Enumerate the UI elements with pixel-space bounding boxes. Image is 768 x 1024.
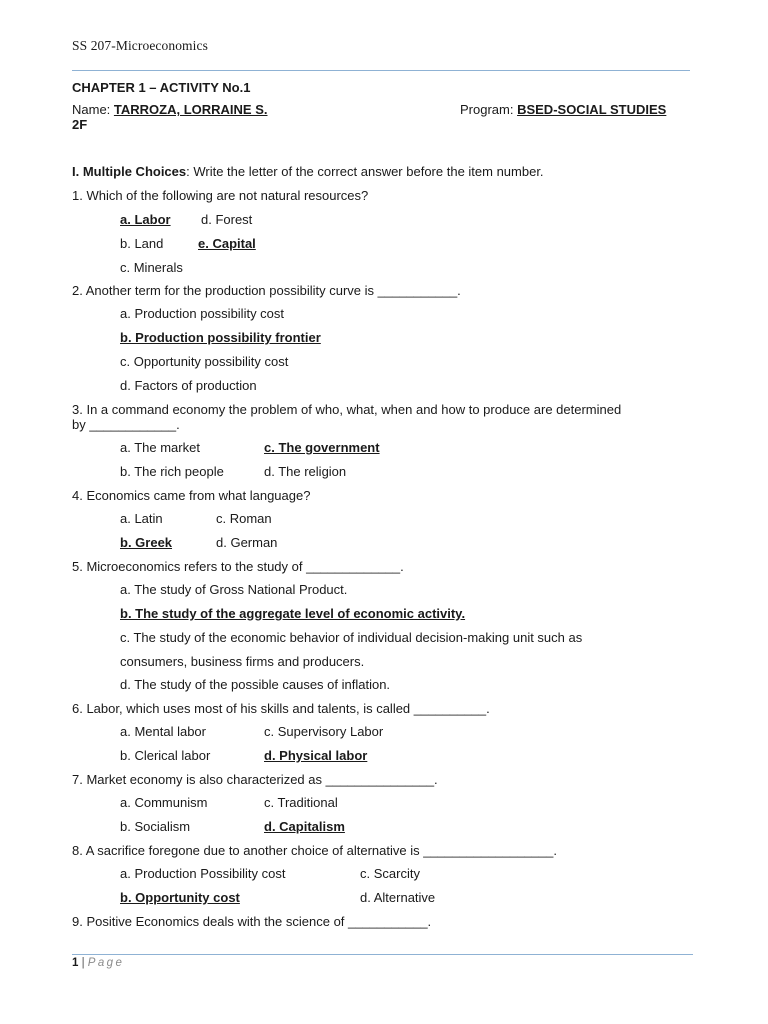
- student-program: [460, 102, 666, 118]
- q6-option-a: a. Mental labor: [120, 724, 206, 739]
- q3-option-a: a. The market: [120, 440, 200, 455]
- course-header: SS 207-Microeconomics: [72, 38, 208, 53]
- q2-option-a: a. Production possibility cost: [120, 306, 285, 321]
- q8-option-d: d. Alternative: [360, 890, 436, 905]
- q7-option-c: c. Traditional: [264, 795, 338, 810]
- q1-option-c: c. Minerals: [120, 260, 183, 275]
- q5-option-a: a. The study of Gross National Product.: [120, 582, 348, 597]
- q6-option-d: d. Physical labor: [264, 748, 368, 763]
- q4-option-b: b. Greek: [120, 535, 173, 550]
- q5-option-c-cont: consumers, business firms and producers.: [120, 654, 365, 669]
- question-3: 3. In a command economy the problem of who, what, when and how to produce are determined: [72, 402, 622, 417]
- q1-option-a: a. Labor: [120, 212, 171, 227]
- q1-option-b: b. Land: [120, 236, 164, 251]
- q1-option-e: e. Capital: [198, 236, 256, 251]
- student-name: [72, 102, 268, 118]
- q3-option-b: b. The rich people: [120, 464, 224, 479]
- q4-option-c: c. Roman: [216, 511, 272, 526]
- question-4: 4. Economics came from what language?: [72, 488, 311, 503]
- q5-option-d: d. The study of the possible causes of inflation.: [120, 677, 391, 692]
- q5-option-c: c. The study of the economic behavior of individual decision-making unit such as: [120, 630, 583, 645]
- q8-option-b: b. Opportunity cost: [120, 890, 240, 905]
- activity-title: CHAPTER 1 – ACTIVITY No.1: [72, 80, 251, 95]
- header-rule: [72, 70, 690, 71]
- q7-option-d: d. Capitalism: [264, 819, 345, 834]
- program-value-cont: 2F: [72, 117, 88, 132]
- q3-option-d: d. The religion: [264, 464, 347, 479]
- q8-option-a: a. Production Possibility cost: [120, 866, 286, 881]
- question-3-cont: by ____________.: [72, 417, 180, 432]
- instructions: [72, 164, 544, 180]
- q4-option-d: d. German: [216, 535, 278, 550]
- q4-option-a: a. Latin: [120, 511, 163, 526]
- question-1: 1. Which of the following are not natural resources?: [72, 188, 369, 203]
- q2-option-b: b. Production possibility frontier: [120, 330, 321, 345]
- name-value: TARROZA, LORRAINE S.: [113, 102, 268, 117]
- footer-rule: [72, 954, 693, 955]
- q6-option-b: b. Clerical labor: [120, 748, 211, 763]
- page-label: Page: [87, 957, 125, 969]
- q7-option-b: b. Socialism: [120, 819, 191, 834]
- question-6: 6. Labor, which uses most of his skills and talents, is called __________.: [72, 701, 490, 716]
- q1-option-d: d. Forest: [201, 212, 253, 227]
- program-value: BSED-SOCIAL STUDIES: [517, 102, 667, 117]
- q5-option-b: b. The study of the aggregate level of economic activity.: [120, 606, 466, 621]
- page-footer: [72, 957, 124, 969]
- question-9: 9. Positive Economics deals with the science of ___________.: [72, 914, 432, 929]
- question-8: 8. A sacrifice foregone due to another choice of alternative is __________________.: [72, 843, 557, 858]
- q2-option-d: d. Factors of production: [120, 378, 257, 393]
- q8-option-c: c. Scarcity: [360, 866, 420, 881]
- question-2: 2. Another term for the production possibility curve is ___________.: [72, 283, 461, 298]
- instructions-heading: I. Multiple Choices: [72, 164, 187, 179]
- q6-option-c: c. Supervisory Labor: [264, 724, 384, 739]
- page-separator: |: [78, 957, 88, 969]
- q7-option-a: a. Communism: [120, 795, 208, 810]
- q3-option-c: c. The government: [264, 440, 380, 455]
- program-label: Program:: [460, 102, 518, 117]
- question-5: 5. Microeconomics refers to the study of _____________.: [72, 559, 404, 574]
- q2-option-c: c. Opportunity possibility cost: [120, 354, 289, 369]
- instructions-text: : Write the letter of the correct answer before the item number.: [186, 164, 544, 179]
- page-number: 1: [72, 957, 79, 969]
- question-7: 7. Market economy is also characterized as _______________.: [72, 772, 438, 787]
- name-label: Name:: [72, 102, 114, 117]
